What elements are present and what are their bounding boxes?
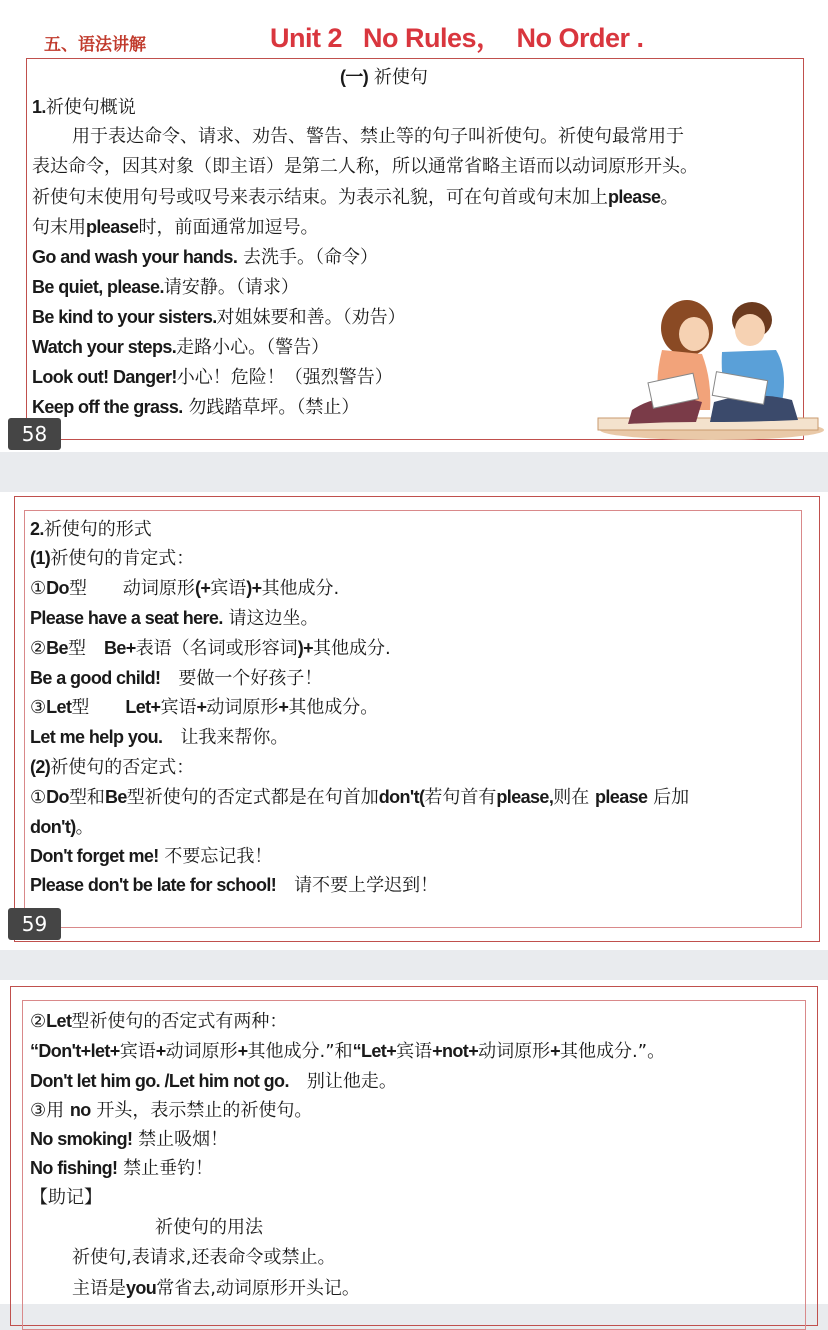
- bold-text: Be quiet, please.: [32, 277, 164, 297]
- slide-58: [0, 0, 828, 452]
- text: 请安静。（请求）: [163, 277, 299, 298]
- bold-text: Please have a seat here.: [30, 608, 223, 628]
- text: 表语（名词或形容词: [135, 638, 298, 659]
- bold-text: Let: [46, 697, 72, 717]
- bold-text: Go and wash your hands.: [32, 247, 238, 267]
- bold-text: please: [86, 217, 139, 237]
- slide-gap: [0, 452, 828, 492]
- bold-text: don't): [30, 817, 76, 837]
- text: 勿践踏草坪。（禁止）: [182, 397, 360, 418]
- bold-text: 1.: [32, 97, 46, 117]
- bold-text: +: [155, 1041, 166, 1061]
- text-line: [32, 362, 393, 393]
- bold-text: +: [278, 697, 289, 717]
- text: 型和: [68, 787, 105, 808]
- text: 祈使句: [368, 67, 428, 88]
- text-line: [30, 1066, 397, 1097]
- section-label: 五、语法讲解: [44, 35, 146, 55]
- text-line: [30, 514, 152, 545]
- text: ③: [30, 697, 47, 718]
- bold-text: +: [237, 1041, 248, 1061]
- text: 其他成分.: [261, 578, 340, 599]
- text-line: [30, 782, 689, 813]
- text: 对姐妹要和善。（劝告）: [216, 307, 406, 328]
- bold-text: don't(: [378, 787, 425, 807]
- text: 要做一个好孩子！: [160, 668, 323, 689]
- text: 祈使句的形式: [43, 519, 152, 540]
- bold-text: Don't forget me!: [30, 846, 159, 866]
- text: 请这边坐。: [222, 608, 319, 629]
- bold-text: Be: [46, 638, 68, 658]
- text: 主语是: [72, 1278, 126, 1299]
- bold-text: (一): [340, 67, 369, 87]
- text-line: [30, 633, 391, 664]
- bold-text: “Let+: [352, 1041, 397, 1061]
- bold-text: 2.: [30, 519, 44, 539]
- slide-59: [0, 492, 828, 950]
- bold-text: (2): [30, 757, 51, 777]
- bold-text: Do: [46, 787, 69, 807]
- text-line: [30, 1036, 665, 1067]
- bold-text: Be+: [103, 638, 136, 658]
- bold-text: Do: [46, 578, 69, 598]
- bold-text: Please don't be late for school!: [30, 875, 277, 895]
- text: 请不要上学迟到！: [276, 875, 439, 896]
- text: 型祈使句的否定式都是在句首加: [126, 787, 379, 808]
- text: ②: [30, 638, 47, 659]
- text: 不要忘记我！: [158, 846, 273, 867]
- text: 祈使句的用法: [155, 1217, 263, 1238]
- text: 祈使句的肯定式：: [50, 548, 195, 569]
- text-line: [32, 392, 359, 423]
- slide-number: 59: [8, 908, 61, 940]
- text-line: [72, 1273, 360, 1304]
- text-line: [30, 1095, 312, 1126]
- text: 。: [660, 187, 679, 208]
- slide-60: [0, 980, 828, 1304]
- bold-text: Be a good child!: [30, 668, 161, 688]
- text: 祈使句末使用句号或叹号来表示结束。为表示礼貌，可在句首或句末加上: [32, 187, 608, 208]
- unit-title: Unit 2 No Rules， No Order .: [270, 23, 644, 53]
- bold-text: please: [608, 187, 661, 207]
- text: ③用: [30, 1100, 70, 1121]
- bold-text: )+: [297, 638, 313, 658]
- text-line: [72, 1243, 335, 1273]
- bold-text: no: [69, 1100, 91, 1120]
- text: 其他成分.”和: [247, 1041, 353, 1062]
- text: 【助记】: [30, 1187, 102, 1208]
- text: 型祈使句的否定式有两种：: [71, 1011, 288, 1032]
- text: 开头，表示禁止的祈使句。: [90, 1100, 313, 1121]
- text-line: [30, 663, 322, 694]
- text: ①: [30, 787, 47, 808]
- bold-text: you: [126, 1278, 157, 1298]
- bold-text: +: [550, 1041, 561, 1061]
- bold-text: Let me help you.: [30, 727, 163, 747]
- text: 表达命令，因其对象（即主语）是第二人称，所以通常省略主语而以动词原形开头。: [32, 156, 698, 177]
- text: 祈使句概说: [45, 97, 136, 118]
- text: 祈使句,表请求,还表命令或禁止。: [72, 1247, 336, 1268]
- text-line: [30, 1153, 213, 1184]
- text: 常省去,动词原形开头记。: [156, 1278, 360, 1299]
- bold-text: Don't let him go. /Let him not go.: [30, 1071, 289, 1091]
- bold-text: +: [196, 697, 207, 717]
- text: 时，前面通常加逗号。: [138, 217, 319, 238]
- bold-text: please,: [496, 787, 554, 807]
- text: 其他成分.: [313, 638, 391, 659]
- text: 型: [67, 638, 104, 659]
- text-line: [32, 182, 678, 213]
- text: 去洗手。（命令）: [237, 247, 378, 268]
- text: 若句首有: [424, 787, 497, 808]
- bold-text: “Don't+let+: [30, 1041, 120, 1061]
- children-reading-illustration: [592, 290, 824, 445]
- bold-text: Look out! Danger!: [32, 367, 177, 387]
- text: 型: [71, 697, 126, 718]
- text-line: [30, 752, 194, 783]
- text: ①: [30, 578, 47, 599]
- bold-text: (1): [30, 548, 51, 568]
- bold-text: Let: [46, 1011, 72, 1031]
- bold-text: )+: [246, 578, 262, 598]
- text-line: [32, 332, 329, 363]
- text-line: [30, 692, 378, 723]
- text: 动词原形: [165, 1041, 238, 1062]
- text: 动词原形: [206, 697, 279, 718]
- text: ②: [30, 1011, 47, 1032]
- bold-text: please: [594, 787, 648, 807]
- text: 别让他走。: [288, 1071, 397, 1092]
- text-line: [30, 573, 339, 604]
- text-line: [30, 603, 318, 634]
- text-line: [32, 242, 378, 273]
- bold-text: Be: [104, 787, 127, 807]
- text-line: [30, 1183, 102, 1213]
- slide-number: 58: [8, 418, 61, 450]
- text: 小心！危险！（强烈警告）: [176, 367, 393, 388]
- text-line: [30, 543, 194, 574]
- text-line: [32, 272, 299, 303]
- bold-text: Watch your steps.: [32, 337, 177, 357]
- text-line: [30, 1124, 228, 1155]
- text: 动词原形: [478, 1041, 551, 1062]
- text-line: [30, 841, 272, 872]
- text-line: [30, 812, 94, 843]
- slide-gap: [0, 950, 828, 980]
- text: 。: [75, 817, 94, 838]
- text-line: [30, 722, 288, 753]
- text-line: [72, 122, 684, 152]
- text: 则在: [553, 787, 595, 808]
- text: 让我来帮你。: [162, 727, 289, 748]
- text-line: [32, 302, 406, 333]
- text: 禁止吸烟！: [132, 1129, 229, 1150]
- text-line: [340, 62, 428, 93]
- bold-text: +not+: [432, 1041, 479, 1061]
- text-line: [32, 92, 136, 123]
- text-line: [155, 1213, 263, 1243]
- bold-text: No smoking!: [30, 1129, 133, 1149]
- text-line: [32, 212, 318, 243]
- text: 走路小心。（警告）: [176, 337, 330, 358]
- bold-text: Keep off the grass.: [32, 397, 183, 417]
- bold-text: No fishing!: [30, 1158, 118, 1178]
- text-line: [32, 152, 698, 182]
- text: 宾语: [119, 1041, 156, 1062]
- text: 祈使句的否定式：: [50, 757, 195, 778]
- text: 宾语: [210, 578, 247, 599]
- bold-text: Be kind to your sisters.: [32, 307, 217, 327]
- text: 型 动词原形: [68, 578, 195, 599]
- bold-text: Let+: [125, 697, 161, 717]
- text-line: [30, 870, 438, 901]
- text: 宾语: [396, 1041, 433, 1062]
- text: 宾语: [160, 697, 197, 718]
- text: 其他成分.”。: [560, 1041, 666, 1062]
- text: 后加: [647, 787, 690, 808]
- text: 其他成分。: [288, 697, 379, 718]
- text: 用于表达命令、请求、劝告、警告、禁止等的句子叫祈使句。祈使句最常用于: [72, 126, 684, 147]
- text-line: [30, 1006, 287, 1037]
- bold-text: (+: [194, 578, 211, 598]
- text: 禁止垂钓！: [117, 1158, 214, 1179]
- text: 句末用: [32, 217, 86, 238]
